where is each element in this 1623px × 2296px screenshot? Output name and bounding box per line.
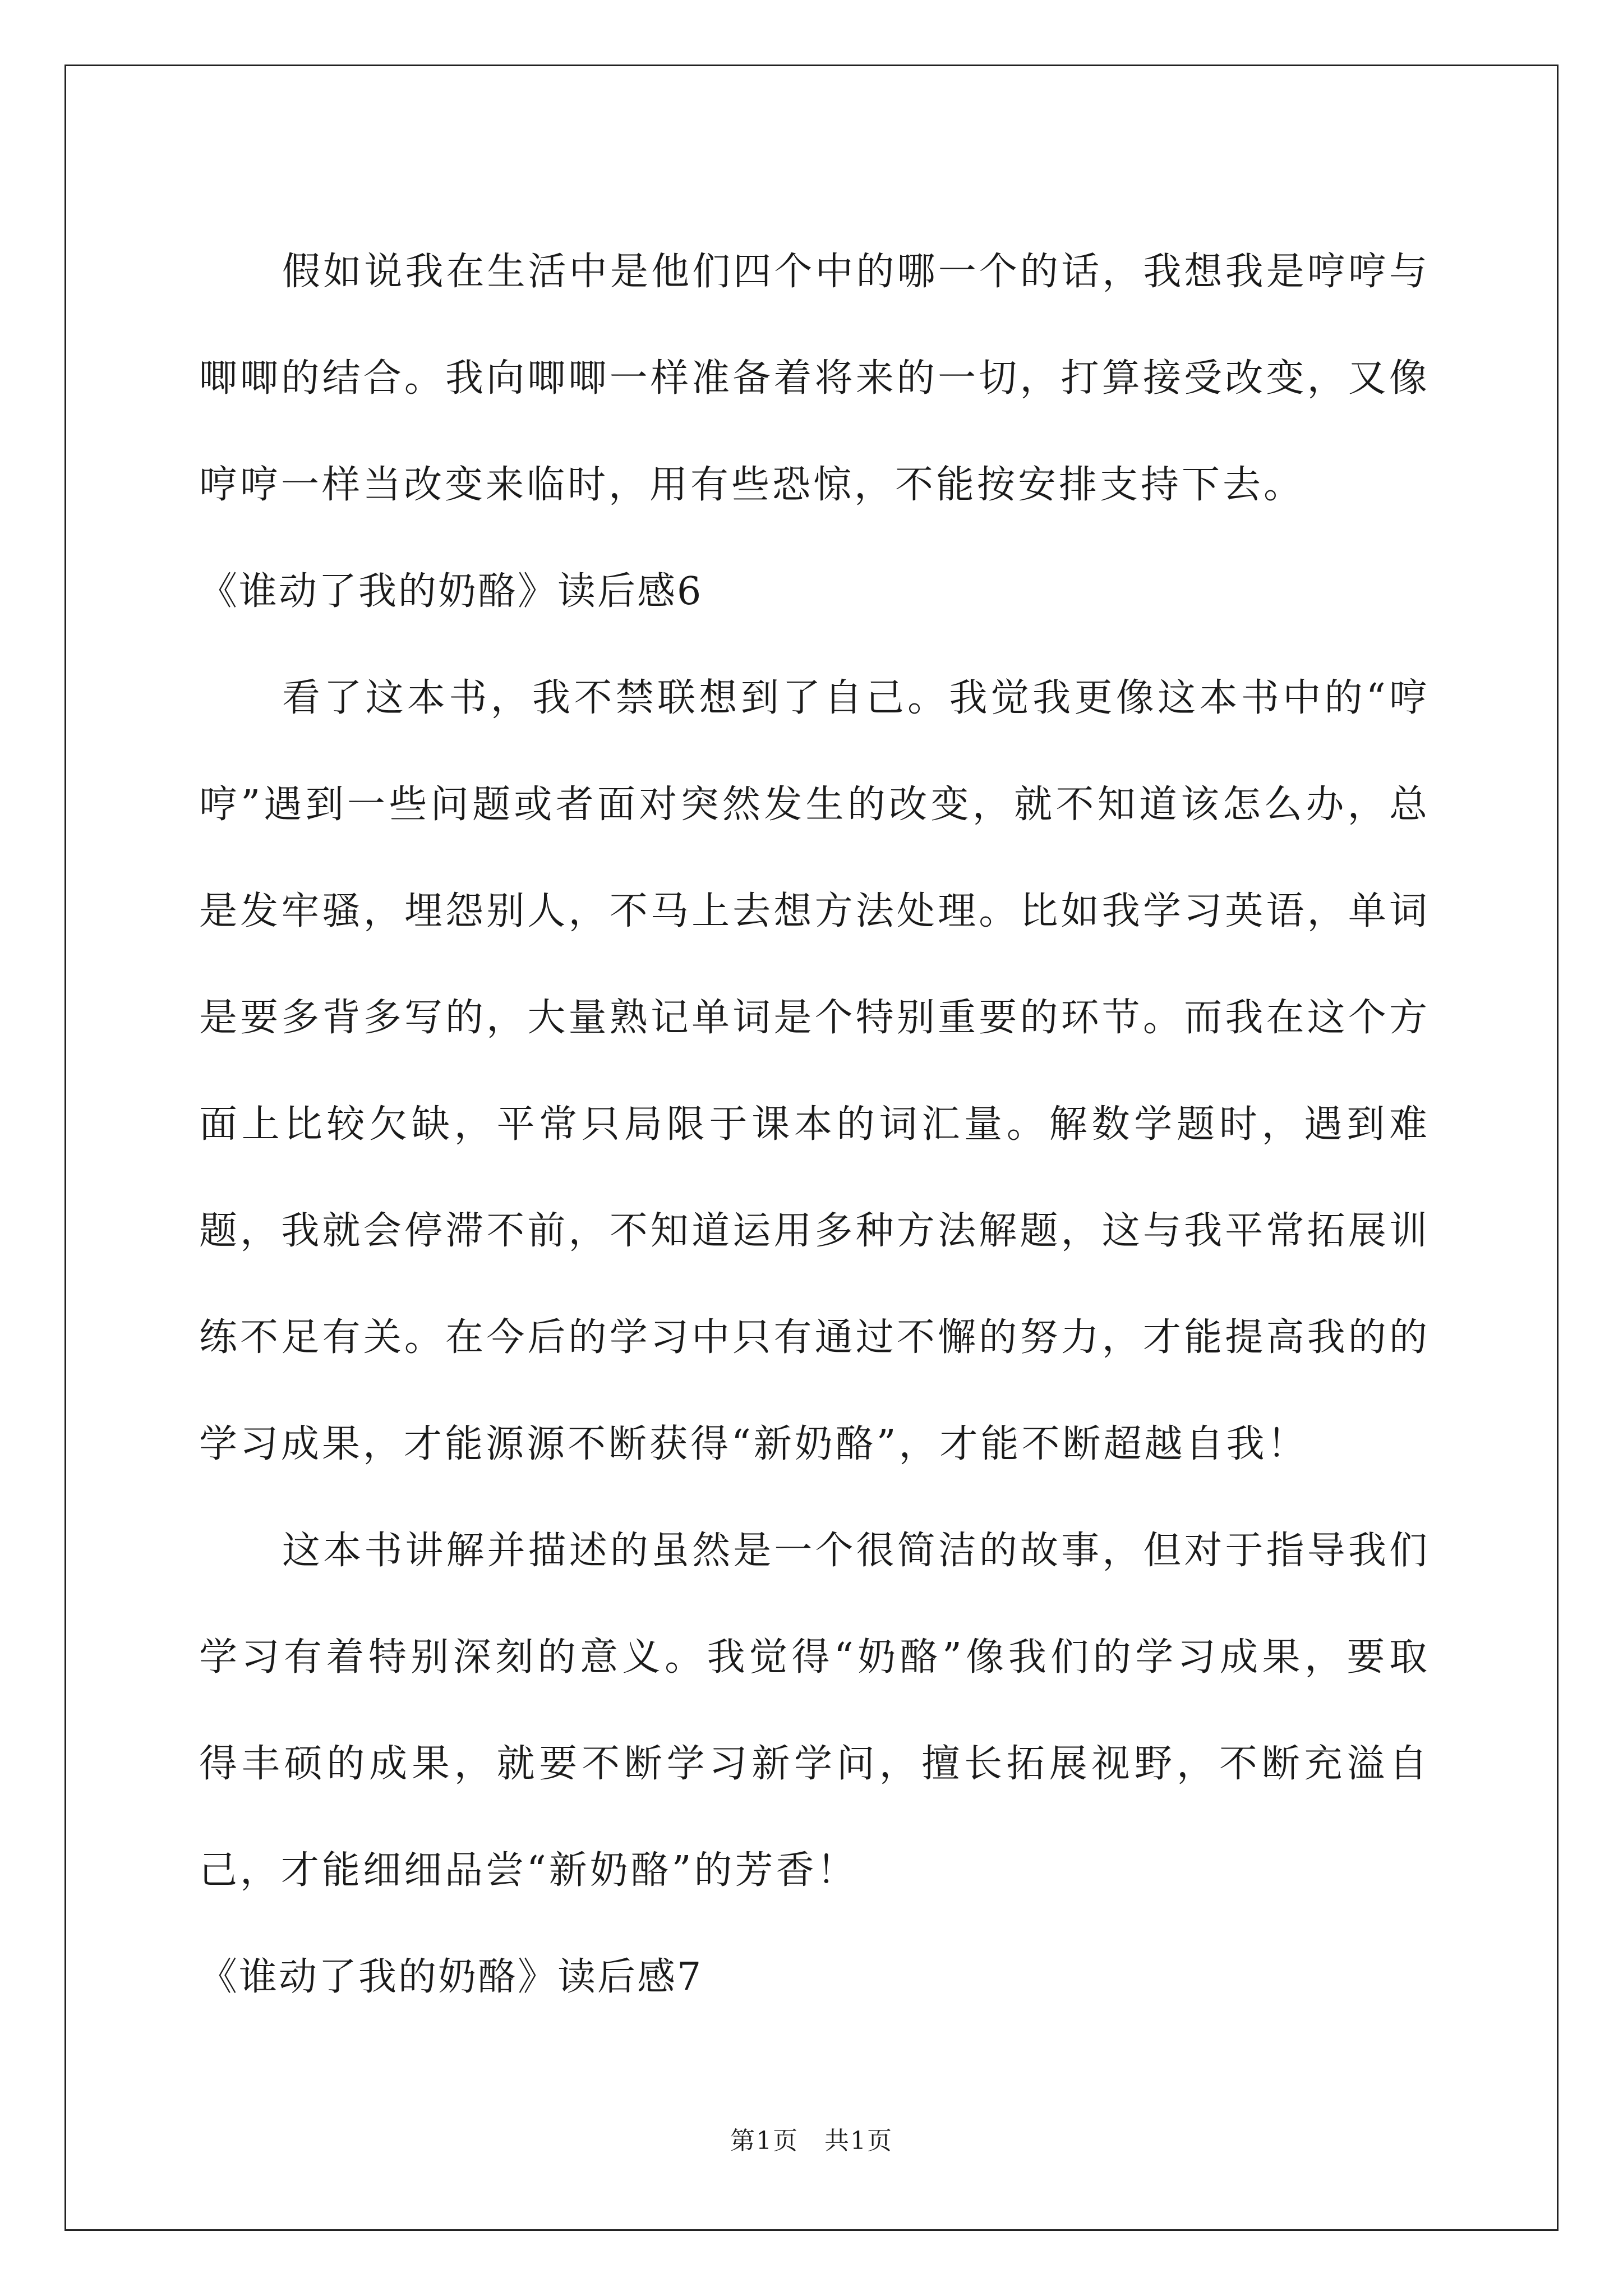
page-footer: 第1页 共1页 bbox=[730, 2127, 893, 2155]
document-body bbox=[199, 219, 1430, 2031]
section-heading: 《谁动了我的奶酪》读后感6 bbox=[199, 569, 703, 614]
paragraph: 这本书讲解并描述的虽然是一个很简洁的故事，但对于指导我们学习有着特别深刻的意义。我觉得“奶酪”像我们的学习成果，要取得丰硕的成果，就要不断学习新学问，擅长拓展视野，不断充溢自己，才能细细品尝“新奶酪”的芳香！ bbox=[199, 1529, 1430, 1893]
paragraph: 假如说我在生活中是他们四个中的哪一个的话，我想我是哼哼与唧唧的结合。我向唧唧一样准备着将来的一切，打算接受改变，又像哼哼一样当改变来临时，用有些恐惊，不能按安排支持下去。 bbox=[199, 250, 1430, 507]
section-heading: 《谁动了我的奶酪》读后感7 bbox=[199, 1955, 703, 1999]
paragraph: 看了这本书，我不禁联想到了自己。我觉我更像这本书中的“哼哼”遇到一些问题或者面对突然发生的改变，就不知道该怎么办，总是发牢骚，埋怨别人，不马上去想方法处理。比如我学习英语，单词是要多背多写的，大量熟记单词是个特别重要的环节。而我在这个方面上比较欠缺，平常只局限于课本的词汇量。解数学题时，遇到难题，我就会停滞不前，不知道运用多种方法解题，这与我平常拓展训练不足有关。在今后的学习中只有通过不懈的努力，才能提高我的的学习成果，才能源源不断获得“新奶酪”，才能不断超越自我！ bbox=[199, 676, 1430, 1466]
